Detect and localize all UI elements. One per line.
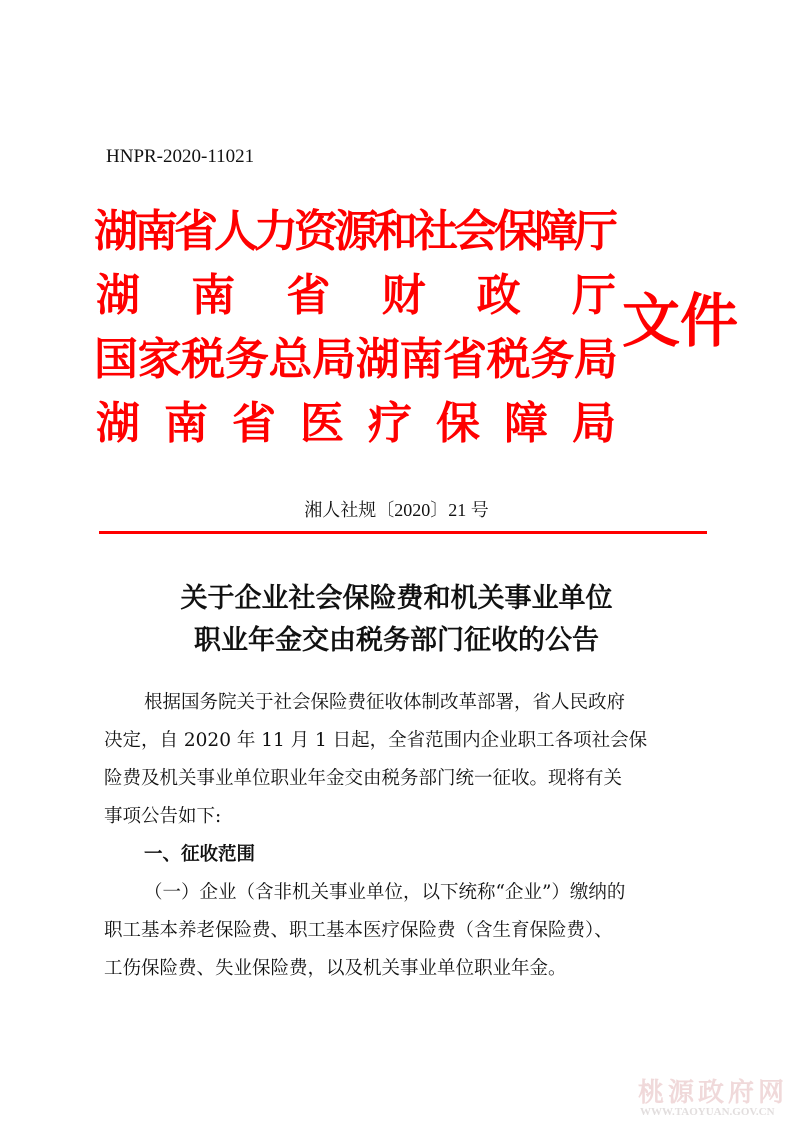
section-line: 职工基本养老保险费、职工基本医疗保险费（含生育保险费）、 <box>104 920 613 941</box>
issuer-char: 湖 <box>355 334 400 385</box>
issuer-char: 厅 <box>574 206 618 257</box>
page-title <box>0 578 793 662</box>
issuer-char: 障 <box>504 398 548 449</box>
issuer-char: 力 <box>254 206 298 257</box>
issuer-char: 局 <box>572 398 616 449</box>
issuer-char: 保 <box>436 398 480 449</box>
issuer-char: 家 <box>137 334 182 385</box>
issuer-char: 南 <box>134 206 178 257</box>
issuer-char: 湖 <box>96 270 140 321</box>
watermark-url: WWW.TAOYUAN.GOV.CN <box>640 1106 775 1118</box>
issuer-char: 医 <box>300 398 344 449</box>
document-suffix: 文件 <box>622 287 739 355</box>
issuer-line-2 <box>96 264 616 328</box>
issuer-char: 疗 <box>368 398 412 449</box>
issuer-char: 局 <box>312 334 357 385</box>
section-line: （一）企业（含非机关事业单位，以下统称“企业”）缴纳的 <box>144 882 626 903</box>
issuer-char: 务 <box>224 334 269 385</box>
intro-paragraph <box>104 684 708 836</box>
issuer-char: 会 <box>454 206 498 257</box>
intro-line: 险费及机关事业单位职业年金交由税务部门统一征收。现将有关 <box>104 768 623 789</box>
issuer-char: 南 <box>164 398 208 449</box>
issuer-char: 务 <box>530 334 575 385</box>
issuer-char: 财 <box>381 270 426 321</box>
issuer-char: 人 <box>214 206 258 257</box>
issuer-char: 南 <box>399 334 444 385</box>
document-body <box>104 684 708 988</box>
section-heading: 一、征收范围 <box>144 844 256 865</box>
issuer-char: 省 <box>174 206 218 257</box>
intro-line: 决定，自 2020 年 11 月 1 日起，全省范围内企业职工各项社会保 <box>104 730 648 751</box>
issuer-char: 保 <box>494 206 538 257</box>
section-line: 工伤保险费、失业保险费，以及机关事业单位职业年金。 <box>104 958 567 979</box>
issuer-line-1 <box>96 200 616 264</box>
issuer-char: 税 <box>486 334 531 385</box>
issuer-char: 国 <box>94 334 138 385</box>
issuer-line-4 <box>96 392 616 456</box>
issuer-char: 总 <box>268 334 313 385</box>
issuer-char: 湖 <box>96 398 140 449</box>
doc-number: 湘人社规〔2020〕21 号 <box>304 500 489 520</box>
watermark-logo: 桃源政府网 <box>638 1078 789 1108</box>
issuer-char: 社 <box>414 206 458 257</box>
issuer-char: 省 <box>286 270 331 321</box>
issuer-char: 湖 <box>94 206 138 257</box>
title-line-2: 职业年金交由税务部门征收的公告 <box>194 625 599 656</box>
issuer-block <box>96 200 616 456</box>
issuer-char: 障 <box>534 206 578 257</box>
issuer-char: 政 <box>476 270 521 321</box>
intro-line: 事项公告如下: <box>104 806 222 827</box>
doc-id: HNPR-2020-11021 <box>106 146 255 167</box>
issuer-char: 和 <box>374 206 418 257</box>
intro-line: 根据国务院关于社会保险费征收体制改革部署，省人民政府 <box>144 692 626 713</box>
title-line-1: 关于企业社会保险费和机关事业单位 <box>180 583 613 614</box>
section-paragraph <box>104 874 708 988</box>
issuer-line-3 <box>96 328 616 392</box>
red-rule-divider <box>99 531 707 534</box>
issuer-char: 厅 <box>571 270 616 321</box>
issuer-char: 税 <box>181 334 226 385</box>
issuer-char: 源 <box>334 206 378 257</box>
issuer-char: 资 <box>294 206 338 257</box>
issuer-char: 局 <box>573 334 618 385</box>
issuer-char: 南 <box>191 270 236 321</box>
issuer-char: 省 <box>443 334 487 385</box>
issuer-char: 省 <box>232 398 276 449</box>
